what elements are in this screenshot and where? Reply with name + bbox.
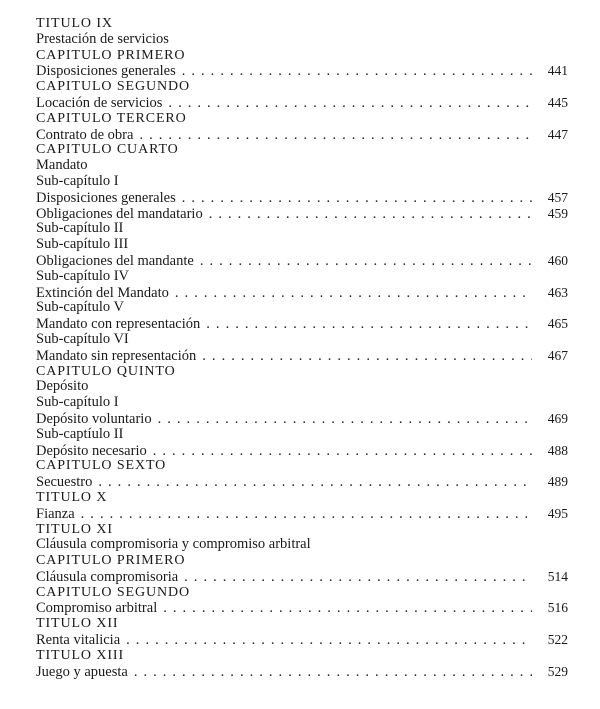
page-number: 457 [547,189,568,205]
section-heading [36,364,568,380]
page-number: 469 [547,410,568,426]
section-heading [36,458,568,474]
section-heading-label: CAPITULO SEXTO [36,458,167,474]
dot-leader [139,128,532,144]
page-number: 489 [547,474,568,490]
page-number: 463 [547,284,568,300]
toc-entry [36,600,568,616]
section-heading [36,585,568,601]
section-heading-label: CAPITULO SEGUNDO [36,79,191,95]
toc-entry [36,506,568,522]
page-number: 447 [547,126,568,142]
section-heading-label: TITULO X [36,489,108,505]
toc-entry [36,632,568,648]
toc-entry [36,316,568,332]
toc-entry [36,285,568,301]
subsection-title-label: Sub-capítulo II [36,220,124,237]
toc-entry-label: Locación de servicios [36,94,163,111]
section-heading-label: CAPITULO SEGUNDO [36,584,191,600]
page-number: 467 [547,347,568,363]
subsection-title-label: Sub-captíulo II [36,425,124,442]
section-heading-label: TITULO XII [36,616,119,632]
toc-entry-label: Depósito necesario [36,442,147,459]
toc-entry [36,443,568,459]
toc-entry [36,190,568,206]
dot-leader [168,96,532,112]
dot-leader [126,633,532,649]
subsection-title-label: Sub-capítulo IV [36,267,130,284]
subsection-title-label: Sub-capítulo VI [36,330,129,347]
toc-entry-label: Disposiciones generales [36,63,176,80]
toc-entry-label: Disposiciones generales [36,189,176,206]
page-number: 495 [547,505,568,521]
section-heading [36,522,568,538]
subsection-title [36,537,568,553]
page-number: 441 [547,63,568,79]
dot-leader [182,191,532,207]
section-heading-label: CAPITULO PRIMERO [36,47,186,63]
dot-leader [206,317,532,333]
toc-entry [36,127,568,143]
page-number: 522 [547,632,568,648]
toc-entry-label: Mandato con representación [36,316,201,333]
section-heading [36,553,568,569]
page-number: 516 [547,600,568,616]
subsection-title [36,158,568,174]
subsection-title [36,269,568,285]
toc-entry-label: Depósito voluntario [36,410,152,427]
section-heading [36,48,568,64]
subsection-title [36,300,568,316]
toc-entry [36,569,568,585]
section-heading-label: CAPITULO QUINTO [36,363,176,379]
section-heading [36,648,568,664]
dot-leader [81,507,532,523]
dot-leader [158,412,532,428]
subsection-title-label: Sub-capítulo III [36,236,129,253]
section-heading [36,79,568,95]
page-number: 465 [547,316,568,332]
toc-entry-label: Compromiso arbitral [36,600,158,617]
toc-entry-label: Juego y apuesta [36,663,128,680]
toc-entry [36,411,568,427]
toc-entry-label: Cláusula compromisoria [36,568,179,585]
subsection-title-label: Cláusula compromisoria y compromiso arbitral [36,536,311,553]
page-number: 529 [547,663,568,679]
toc-entry [36,206,568,222]
subsection-title-label: Mandato [36,157,88,174]
subsection-title-label: Sub-capítulo V [36,299,124,316]
dot-leader [209,207,532,223]
dot-leader [182,64,532,80]
toc-entry-label: Extinción del Mandato [36,284,169,301]
subsection-title [36,332,568,348]
toc-entry [36,348,568,364]
toc-entry-label: Fianza [36,505,75,522]
subsection-title [36,395,568,411]
toc-entry-label: Renta vitalicia [36,632,121,649]
toc-entry-label: Secuestro [36,474,93,491]
section-heading-label: CAPITULO TERCERO [36,110,187,126]
subsection-title-label: Sub-capítulo I [36,394,119,411]
subsection-title [36,379,568,395]
dot-leader [200,254,532,270]
page-number: 445 [547,94,568,110]
toc-entry-label: Mandato sin representación [36,347,197,364]
subsection-title [36,221,568,237]
section-heading [36,16,568,32]
toc-entry-label: Contrato de obra [36,126,134,143]
section-heading-label: CAPITULO CUARTO [36,142,179,158]
page-number: 488 [547,442,568,458]
dot-leader [163,601,532,617]
dot-leader [134,665,532,681]
section-heading-label: CAPITULO PRIMERO [36,553,186,569]
dot-leader [153,444,532,460]
dot-leader [175,286,532,302]
section-heading [36,616,568,632]
toc-entry [36,664,568,680]
subsection-title [36,32,568,48]
section-heading [36,142,568,158]
toc-entry-label: Obligaciones del mandatario [36,205,203,222]
dot-leader [202,349,532,365]
page-number: 459 [547,205,568,221]
toc-entry [36,474,568,490]
section-heading-label: TITULO XI [36,521,113,537]
toc-entry [36,253,568,269]
toc-entry [36,95,568,111]
subsection-title-label: Sub-capítulo I [36,172,119,189]
subsection-title [36,174,568,190]
toc-entry [36,63,568,79]
page-number: 460 [547,252,568,268]
section-heading-label: TITULO XIII [36,647,125,663]
section-heading [36,490,568,506]
dot-leader [98,475,532,491]
section-heading-label: TITULO IX [36,16,113,31]
subsection-title [36,237,568,253]
page-number: 514 [547,568,568,584]
toc-entry-label: Obligaciones del mandante [36,252,194,269]
table-of-contents [36,16,568,679]
subsection-title-label: Depósito [36,378,89,395]
section-heading [36,111,568,127]
subsection-title [36,427,568,443]
dot-leader [184,570,532,586]
subsection-title-label: Prestación de servicios [36,30,169,47]
